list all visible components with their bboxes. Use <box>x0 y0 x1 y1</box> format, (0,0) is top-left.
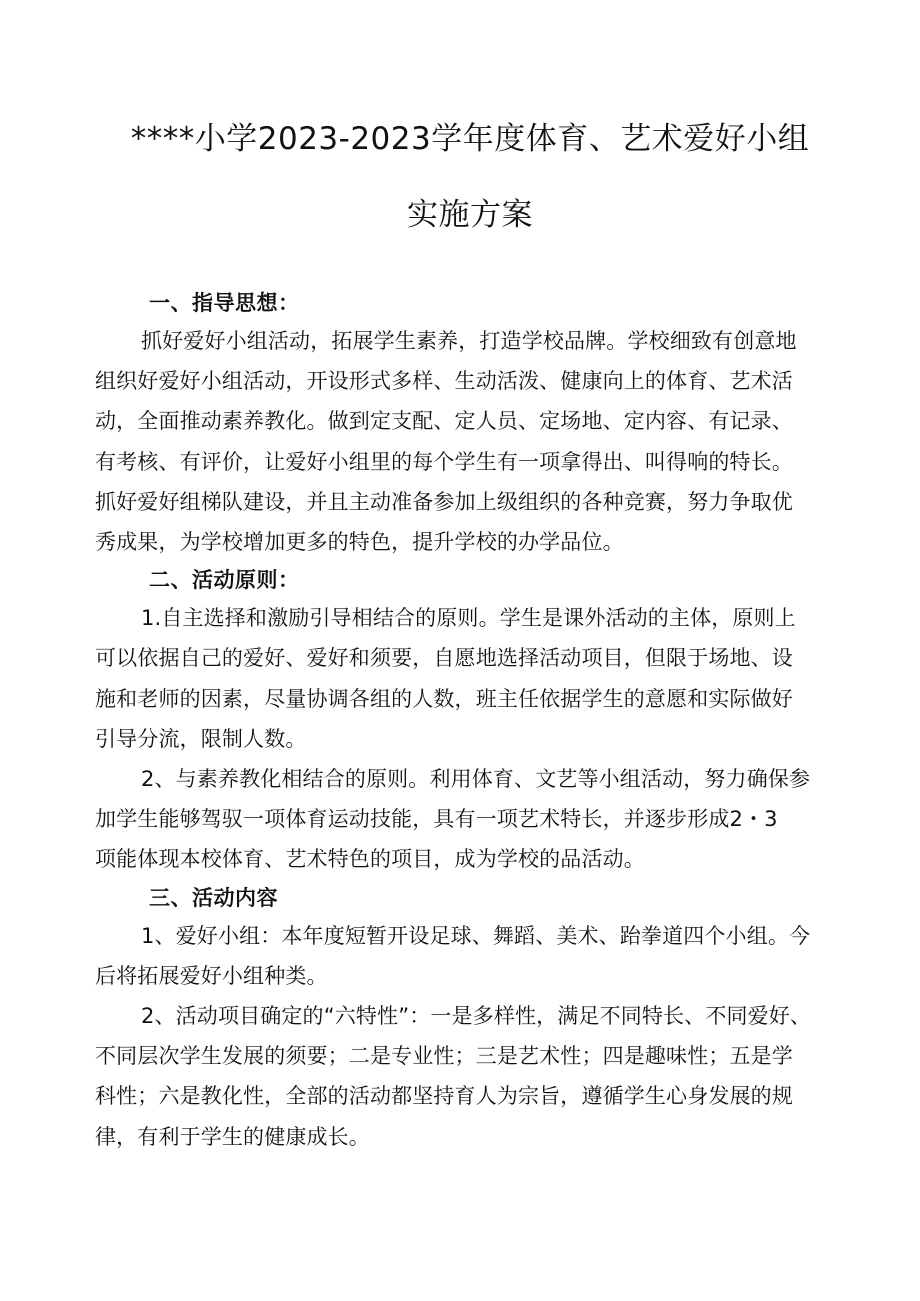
paragraph-principle-2 <box>95 759 830 880</box>
text-line: 后将拓展爱好小组种类。 <box>95 963 328 988</box>
paragraph-content-1 <box>95 916 830 996</box>
section-heading-activity-principles: 二、活动原则： <box>149 568 300 593</box>
text-line: 组织好爱好小组活动，开设形式多样、生动活泼、健康向上的体育、艺术活 <box>95 369 793 394</box>
text-line: 有考核、有评价，让爱好小组里的每个学生有一项拿得出、叫得响的特长。 <box>95 449 793 474</box>
title-line-1: ****小学2023-2023学年度体育、艺术爱好小组 <box>130 121 810 157</box>
text-line: 2、活动项目确定的“六特性”：一是多样性，满足不同特长、不同爱好、 <box>141 1004 812 1029</box>
text-line: 项能体现本校体育、艺术特色的项目，成为学校的品活动。 <box>95 847 645 872</box>
text-line: 抓好爱好组梯队建设，并且主动准备参加上级组织的各种竞赛，努力争取优 <box>95 489 793 514</box>
text-line: 律，有利于学生的健康成长。 <box>95 1124 370 1149</box>
title-line-2: 实施方案 <box>407 197 533 233</box>
text-line: 引导分流，限制人数。 <box>95 726 307 751</box>
text-line: 1、爱好小组：本年度短暂开设足球、舞蹈、美术、跆拳道四个小组。今 <box>141 923 811 948</box>
section-heading-activity-content: 三、活动内容 <box>149 885 278 910</box>
text-line: 科性；六是教化性，全部的活动都坚持育人为宗旨，遵循学生心身发展的规 <box>95 1084 793 1109</box>
text-line: 2、与素养教化相结合的原则。利用体育、文艺等小组活动，努力确保参 <box>141 767 811 792</box>
text-line: 抓好爱好小组活动，拓展学生素养，打造学校品牌。学校细致有创意地 <box>141 329 797 353</box>
text-line: 1.自主选择和激励引导相结合的原则。学生是课外活动的主体，原则上 <box>141 606 796 631</box>
section-heading-guiding-ideology: 一、指导思想： <box>149 291 300 315</box>
document-title <box>120 118 820 236</box>
paragraph-content-2 <box>95 996 830 1157</box>
text-line: 不同层次学生发展的须要；二是专业性；三是艺术性；四是趣味性；五是学 <box>95 1044 793 1069</box>
text-line: 加学生能够驾驭一项体育运动技能，具有一项艺术特长，并逐步形成2・3 <box>95 807 778 832</box>
text-line: 可以依据自己的爱好、爱好和须要，自愿地选择活动项目，但限于场地、设 <box>95 646 793 671</box>
text-line: 秀成果，为学校增加更多的特色，提升学校的办学品位。 <box>95 530 624 555</box>
document-body <box>95 285 830 1157</box>
text-line: 施和老师的因素，尽量协调各组的人数，班主任依据学生的意愿和实际做好 <box>95 686 793 711</box>
paragraph-principle-1 <box>95 598 830 759</box>
paragraph-guiding-ideology <box>95 321 830 562</box>
text-line: 动，全面推动素养教化。做到定支配、定人员、定场地、定内容、有记录、 <box>95 409 793 434</box>
